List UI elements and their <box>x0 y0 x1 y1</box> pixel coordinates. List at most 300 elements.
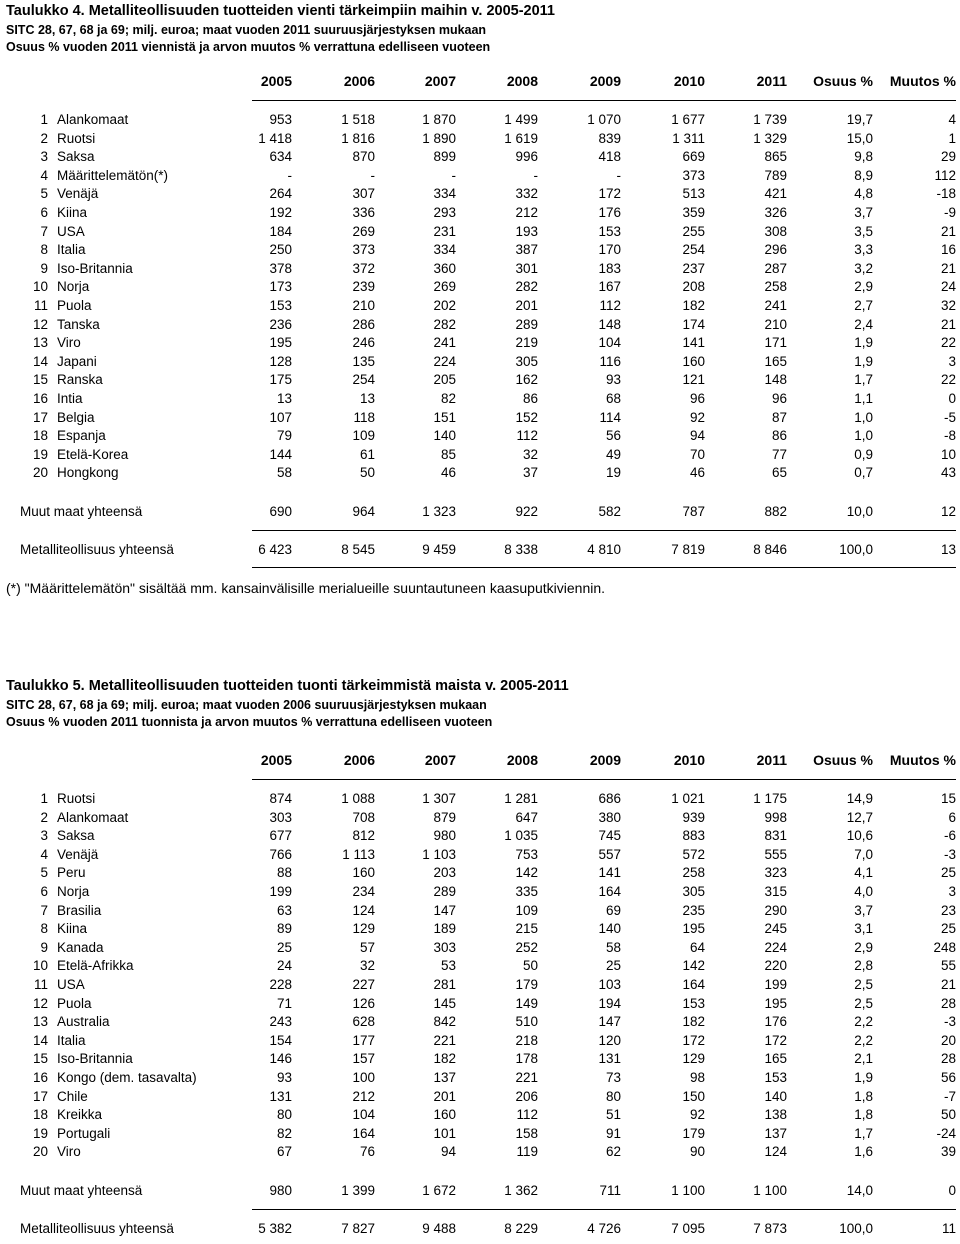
table-cell: 254 <box>682 242 705 258</box>
table-cell: 1 021 <box>671 791 705 806</box>
table-cell: 192 <box>269 205 292 220</box>
table-cell: 378 <box>269 260 292 276</box>
table-cell: 32 <box>940 298 956 313</box>
table-cell: 64 <box>689 939 705 955</box>
table-cell: 14,9 <box>846 791 873 806</box>
table-cell: 96 <box>771 391 787 406</box>
table-cell: 80 <box>276 1107 292 1123</box>
country-name: USA <box>57 977 85 992</box>
grand-total-row <box>0 1220 960 1238</box>
table-cell: 94 <box>689 428 705 444</box>
table-cell: 21 <box>940 260 956 276</box>
table-cell: 124 <box>352 902 375 918</box>
table-cell: 15,0 <box>846 130 873 146</box>
column-header: 2006 <box>343 752 375 768</box>
table-cell: 28 <box>940 995 956 1011</box>
table-subtitle: SITC 28, 67, 68 ja 69; milj. euroa; maat vuoden 2006 suuruusjärjestyksen mukaan <box>6 698 487 712</box>
country-name: Iso-Britannia <box>57 260 133 276</box>
country-name: Puola <box>57 298 92 313</box>
table-cell: 128 <box>269 353 292 369</box>
country-name: Saksa <box>57 828 95 844</box>
table-cell: 572 <box>682 846 705 862</box>
country-name: Ruotsi <box>57 130 96 146</box>
table-cell: 264 <box>269 186 292 202</box>
column-header: 2010 <box>673 73 705 89</box>
table-cell: 137 <box>764 1125 787 1141</box>
table-cell: 250 <box>269 242 292 258</box>
country-name: Italia <box>57 242 86 258</box>
country-name: Iso-Britannia <box>57 1051 133 1067</box>
table-cell: 87 <box>771 409 787 425</box>
row-rank: 2 <box>40 809 48 825</box>
row-rank: 20 <box>32 465 48 481</box>
table-cell: 82 <box>440 391 456 406</box>
column-header: 2007 <box>424 752 456 768</box>
country-name: Venäjä <box>57 186 99 202</box>
table-cell: 3,2 <box>854 260 873 276</box>
column-header: 2009 <box>589 752 621 768</box>
country-name: Intia <box>57 391 83 406</box>
table-cell: 1 672 <box>422 1183 456 1198</box>
table-cell: 13 <box>359 391 375 406</box>
table-cell: 194 <box>598 995 621 1011</box>
table-cell: 246 <box>352 335 375 351</box>
table-cell: - <box>370 167 375 183</box>
table-cell: 100 <box>352 1070 375 1085</box>
table-cell: 116 <box>599 353 621 369</box>
table-cell: 13 <box>940 542 956 557</box>
table-cell: 120 <box>598 1032 621 1048</box>
table-cell: 1,9 <box>854 1070 873 1085</box>
table-cell: 360 <box>433 260 456 276</box>
table-cell: 690 <box>269 504 292 519</box>
table-cell: 387 <box>515 242 538 258</box>
table-cell: 146 <box>269 1051 292 1067</box>
table-cell: -7 <box>943 1088 956 1104</box>
country-name: Viro <box>57 335 81 351</box>
table-cell: 61 <box>359 446 375 462</box>
country-name: Tanska <box>57 316 100 332</box>
country-name: Portugali <box>57 1125 111 1141</box>
country-name: Norja <box>57 279 90 295</box>
table-cell: 16 <box>940 242 956 258</box>
table-cell: 12,7 <box>846 809 873 825</box>
table-cell: 326 <box>764 205 787 220</box>
table-cell: 92 <box>689 1107 705 1123</box>
row-rank: 5 <box>40 186 48 202</box>
table-row <box>0 883 960 901</box>
table-cell: 167 <box>598 279 621 295</box>
table-cell: 179 <box>682 1125 705 1141</box>
table-cell: 1,1 <box>854 391 873 406</box>
table-cell: 2,9 <box>854 279 873 295</box>
table-cell: -24 <box>936 1125 956 1141</box>
table-cell: -6 <box>943 828 956 844</box>
table-cell: 119 <box>516 1144 538 1160</box>
table-cell: 3 <box>948 884 956 899</box>
country-name: Chile <box>57 1088 88 1104</box>
table-cell: 258 <box>764 279 787 295</box>
table-cell: 753 <box>515 846 538 862</box>
table-row <box>0 1106 960 1124</box>
table-row <box>0 790 960 808</box>
table-cell: 4 <box>948 112 956 127</box>
table-cell: 25 <box>940 865 956 881</box>
table-cell: 255 <box>682 223 705 239</box>
table-row <box>0 316 960 334</box>
table-row <box>0 1088 960 1106</box>
table-cell: 173 <box>269 279 292 295</box>
table-cell: 141 <box>682 335 705 351</box>
table-cell: 237 <box>682 260 705 276</box>
country-name: Espanja <box>57 428 106 444</box>
table-cell: 789 <box>764 167 787 183</box>
table-cell: 14,0 <box>846 1183 873 1198</box>
table-cell: 686 <box>598 791 621 806</box>
table-cell: 212 <box>515 205 538 220</box>
table-cell: 160 <box>682 353 705 369</box>
table-cell: 124 <box>764 1144 787 1160</box>
table-cell: 183 <box>598 260 621 276</box>
table-row <box>0 1069 960 1087</box>
table-cell: 49 <box>605 446 621 462</box>
table-cell: 67 <box>276 1144 292 1160</box>
table-cell: 1,8 <box>854 1107 873 1123</box>
table-cell: 3,7 <box>854 902 873 918</box>
table-cell: 149 <box>515 995 538 1011</box>
table-cell: 153 <box>764 1070 787 1085</box>
table-cell: 205 <box>433 372 456 388</box>
table-cell: - <box>616 167 621 183</box>
table-cell: -5 <box>943 409 956 425</box>
table-cell: 0 <box>948 1183 956 1198</box>
table-cell: 7 827 <box>341 1221 375 1236</box>
row-rank: 12 <box>32 995 48 1011</box>
table-cell: 882 <box>764 504 787 519</box>
table-cell: 79 <box>276 428 292 444</box>
table-cell: 153 <box>598 223 621 239</box>
divider <box>252 1209 956 1210</box>
table-cell: 140 <box>598 921 621 937</box>
table-cell: 269 <box>352 223 375 239</box>
table-cell: 32 <box>522 446 538 462</box>
country-name: Brasilia <box>57 902 102 918</box>
table-cell: 25 <box>605 958 621 974</box>
table-row <box>0 1013 960 1031</box>
table-cell: 1 103 <box>422 846 456 862</box>
table-cell: 103 <box>598 977 621 992</box>
table-cell: 372 <box>352 260 375 276</box>
row-rank: 6 <box>40 884 48 899</box>
table-cell: 315 <box>764 884 787 899</box>
table-cell: 129 <box>352 921 375 937</box>
table-cell: 359 <box>682 205 705 220</box>
column-header: 2011 <box>756 752 787 768</box>
table-cell: 201 <box>515 298 538 313</box>
table-cell: 308 <box>764 223 787 239</box>
table-cell: 1 311 <box>672 130 705 146</box>
row-rank: 10 <box>32 958 48 974</box>
column-header: 2006 <box>343 73 375 89</box>
table-cell: 1 739 <box>753 112 787 127</box>
table-cell: 282 <box>515 279 538 295</box>
table-cell: 8 545 <box>341 542 375 557</box>
table-cell: 248 <box>933 939 956 955</box>
table-cell: 46 <box>440 465 456 481</box>
table-cell: 25 <box>276 939 292 955</box>
table-cell: 175 <box>269 372 292 388</box>
table-cell: 227 <box>352 977 375 992</box>
table-cell: 1 307 <box>422 791 456 806</box>
column-header: Muutos % <box>889 752 956 768</box>
table-cell: 1,0 <box>854 428 873 444</box>
table-cell: - <box>451 167 456 183</box>
table-cell: 56 <box>940 1070 956 1085</box>
table-cell: 12 <box>940 504 956 519</box>
table-cell: - <box>533 167 538 183</box>
table-cell: 164 <box>352 1125 375 1141</box>
table-cell: 153 <box>269 298 292 313</box>
table-cell: 1,7 <box>854 1125 873 1141</box>
table-cell: 2,5 <box>854 995 873 1011</box>
table-cell: 939 <box>682 809 705 825</box>
table-cell: 177 <box>352 1032 375 1048</box>
table-cell: 50 <box>522 958 538 974</box>
table-row <box>0 204 960 222</box>
column-header: 2008 <box>506 752 538 768</box>
table-header-row <box>0 72 960 90</box>
table-cell: 90 <box>689 1144 705 1160</box>
row-rank: 1 <box>40 112 48 127</box>
table-cell: 22 <box>940 372 956 388</box>
table-cell: 1,7 <box>854 372 873 388</box>
table-cell: 184 <box>269 223 292 239</box>
table-cell: 53 <box>440 958 456 974</box>
table-cell: 172 <box>764 1032 787 1048</box>
table-cell: 148 <box>598 316 621 332</box>
row-rank: 3 <box>40 149 48 165</box>
table-subtitle: SITC 28, 67, 68 ja 69; milj. euroa; maat vuoden 2011 suuruusjärjestyksen mukaan <box>6 23 487 37</box>
row-rank: 7 <box>40 902 48 918</box>
table-row <box>0 920 960 938</box>
table-cell: 208 <box>682 279 705 295</box>
table-cell: 1,0 <box>854 409 873 425</box>
table-cell: 964 <box>352 504 375 519</box>
table-cell: 4,8 <box>854 186 873 202</box>
table-cell: 1 070 <box>587 112 621 127</box>
table-cell: 58 <box>276 465 292 481</box>
table-cell: 2,9 <box>854 939 873 955</box>
table-cell: 10,0 <box>846 504 873 519</box>
table-cell: 235 <box>682 902 705 918</box>
country-name: Hongkong <box>57 465 119 481</box>
table-cell: 336 <box>352 205 375 220</box>
table-cell: 68 <box>605 391 621 406</box>
table-cell: 3,7 <box>854 205 873 220</box>
table-cell: 418 <box>598 149 621 165</box>
others-label: Muut maat yhteensä <box>20 504 143 519</box>
table-cell: 182 <box>682 298 705 313</box>
table-row <box>0 864 960 882</box>
table-cell: 286 <box>352 316 375 332</box>
table-cell: 1,8 <box>854 1088 873 1104</box>
table-cell: 287 <box>764 260 787 276</box>
table-cell: 3 <box>948 353 956 369</box>
table-cell: 174 <box>682 316 705 332</box>
table-cell: 236 <box>269 316 292 332</box>
table-cell: 96 <box>689 391 705 406</box>
table-cell: 7 095 <box>671 1221 705 1236</box>
table-cell: 98 <box>689 1070 705 1085</box>
divider <box>252 530 956 531</box>
table-cell: 88 <box>276 865 292 881</box>
table-cell: 164 <box>598 884 621 899</box>
table-cell: 37 <box>522 465 538 481</box>
table-cell: 1 499 <box>504 112 538 127</box>
table-cell: 628 <box>352 1014 375 1030</box>
table-cell: 1,9 <box>854 353 873 369</box>
table-cell: 140 <box>433 428 456 444</box>
country-name: Ruotsi <box>57 791 96 806</box>
table-cell: 380 <box>598 809 621 825</box>
table-cell: 10,6 <box>846 828 873 844</box>
table-cell: 195 <box>682 921 705 937</box>
table-cell: 20 <box>940 1032 956 1048</box>
table-cell: 23 <box>940 902 956 918</box>
table-cell: 193 <box>515 223 538 239</box>
table-cell: 112 <box>516 1107 538 1123</box>
table-cell: 201 <box>433 1088 456 1104</box>
table-row <box>0 353 960 371</box>
row-rank: 17 <box>32 409 48 425</box>
table-cell: 1 100 <box>753 1183 787 1198</box>
table-row <box>0 260 960 278</box>
table-cell: 28 <box>940 1051 956 1067</box>
country-name: Japani <box>57 353 97 369</box>
table-cell: 1 362 <box>504 1183 538 1198</box>
table-cell: 10 <box>940 446 956 462</box>
row-rank: 13 <box>32 335 48 351</box>
table-cell: 135 <box>352 353 375 369</box>
table-cell: 85 <box>440 446 456 462</box>
column-header: 2005 <box>260 73 292 89</box>
table-cell: 5 382 <box>258 1221 292 1236</box>
table-cell: 7 873 <box>753 1221 787 1236</box>
table-cell: 179 <box>515 977 538 992</box>
table-cell: 182 <box>682 1014 705 1030</box>
table-cell: 15 <box>940 791 956 806</box>
table-cell: 883 <box>682 828 705 844</box>
table-cell: 165 <box>764 1051 787 1067</box>
row-rank: 9 <box>40 939 48 955</box>
table-row <box>0 334 960 352</box>
grand-total-row <box>0 541 960 559</box>
table-cell: 258 <box>682 865 705 881</box>
table-cell: 89 <box>276 921 292 937</box>
table-cell: 8,9 <box>854 167 873 183</box>
table-cell: 147 <box>433 902 456 918</box>
table-cell: 58 <box>605 939 621 955</box>
table-cell: 150 <box>682 1088 705 1104</box>
table-cell: 157 <box>352 1051 375 1067</box>
table-cell: 24 <box>940 279 956 295</box>
table-cell: 43 <box>940 465 956 481</box>
row-rank: 1 <box>40 791 48 806</box>
table-cell: 1 890 <box>422 130 456 146</box>
table-cell: 8 338 <box>504 542 538 557</box>
table-cell: 1 518 <box>341 112 375 127</box>
table-row <box>0 297 960 315</box>
table-cell: 141 <box>598 865 621 881</box>
table-cell: 282 <box>433 316 456 332</box>
table-cell: 766 <box>269 846 292 862</box>
table-cell: 147 <box>598 1014 621 1030</box>
table-cell: 870 <box>352 149 375 165</box>
country-name: Viro <box>57 1144 81 1160</box>
table-cell: 241 <box>433 335 456 351</box>
table-cell: 254 <box>352 372 375 388</box>
table-cell: 70 <box>689 446 705 462</box>
table-cell: 303 <box>269 809 292 825</box>
table-cell: 148 <box>764 372 787 388</box>
others-label: Muut maat yhteensä <box>20 1183 143 1198</box>
table-cell: 172 <box>598 186 621 202</box>
table-cell: 239 <box>352 279 375 295</box>
table-cell: 91 <box>605 1125 621 1141</box>
table-cell: 104 <box>352 1107 375 1123</box>
table-cell: 224 <box>433 353 456 369</box>
table-cell: -3 <box>943 846 956 862</box>
table-cell: 231 <box>433 223 456 239</box>
table-cell: 62 <box>605 1144 621 1160</box>
table-cell: 513 <box>682 186 705 202</box>
column-header: Osuus % <box>813 752 873 768</box>
table-row <box>0 464 960 482</box>
country-name: Peru <box>57 865 86 881</box>
table-cell: 9,8 <box>854 149 873 165</box>
table-row <box>0 827 960 845</box>
table-row <box>0 167 960 185</box>
table-cell: 126 <box>352 995 375 1011</box>
table-cell: 137 <box>433 1070 456 1085</box>
table-row <box>0 185 960 203</box>
table-cell: 953 <box>269 112 292 127</box>
table-title: Taulukko 4. Metalliteollisuuden tuotteiden vienti tärkeimpiin maihin v. 2005-2011 <box>6 3 555 19</box>
table-cell: 3,3 <box>854 242 873 258</box>
column-header: 2009 <box>589 73 621 89</box>
table-cell: 293 <box>433 205 456 220</box>
row-rank: 18 <box>32 1107 48 1123</box>
country-name: Alankomaat <box>57 112 129 127</box>
column-header: 2010 <box>673 752 705 768</box>
table-cell: 164 <box>682 977 705 992</box>
table-cell: 1 323 <box>422 504 456 519</box>
table-cell: 290 <box>764 902 787 918</box>
table-cell: 221 <box>515 1070 538 1085</box>
row-rank: 4 <box>40 167 48 183</box>
table-row <box>0 1050 960 1068</box>
row-rank: 8 <box>40 921 48 937</box>
table-cell: 172 <box>682 1032 705 1048</box>
table-cell: 112 <box>934 167 956 183</box>
table-cell: 93 <box>605 372 621 388</box>
table-cell: 51 <box>605 1107 621 1123</box>
table-cell: 152 <box>515 409 538 425</box>
table-cell: 77 <box>771 446 787 462</box>
table-cell: 373 <box>352 242 375 258</box>
table-row <box>0 1032 960 1050</box>
table-cell: 708 <box>352 809 375 825</box>
